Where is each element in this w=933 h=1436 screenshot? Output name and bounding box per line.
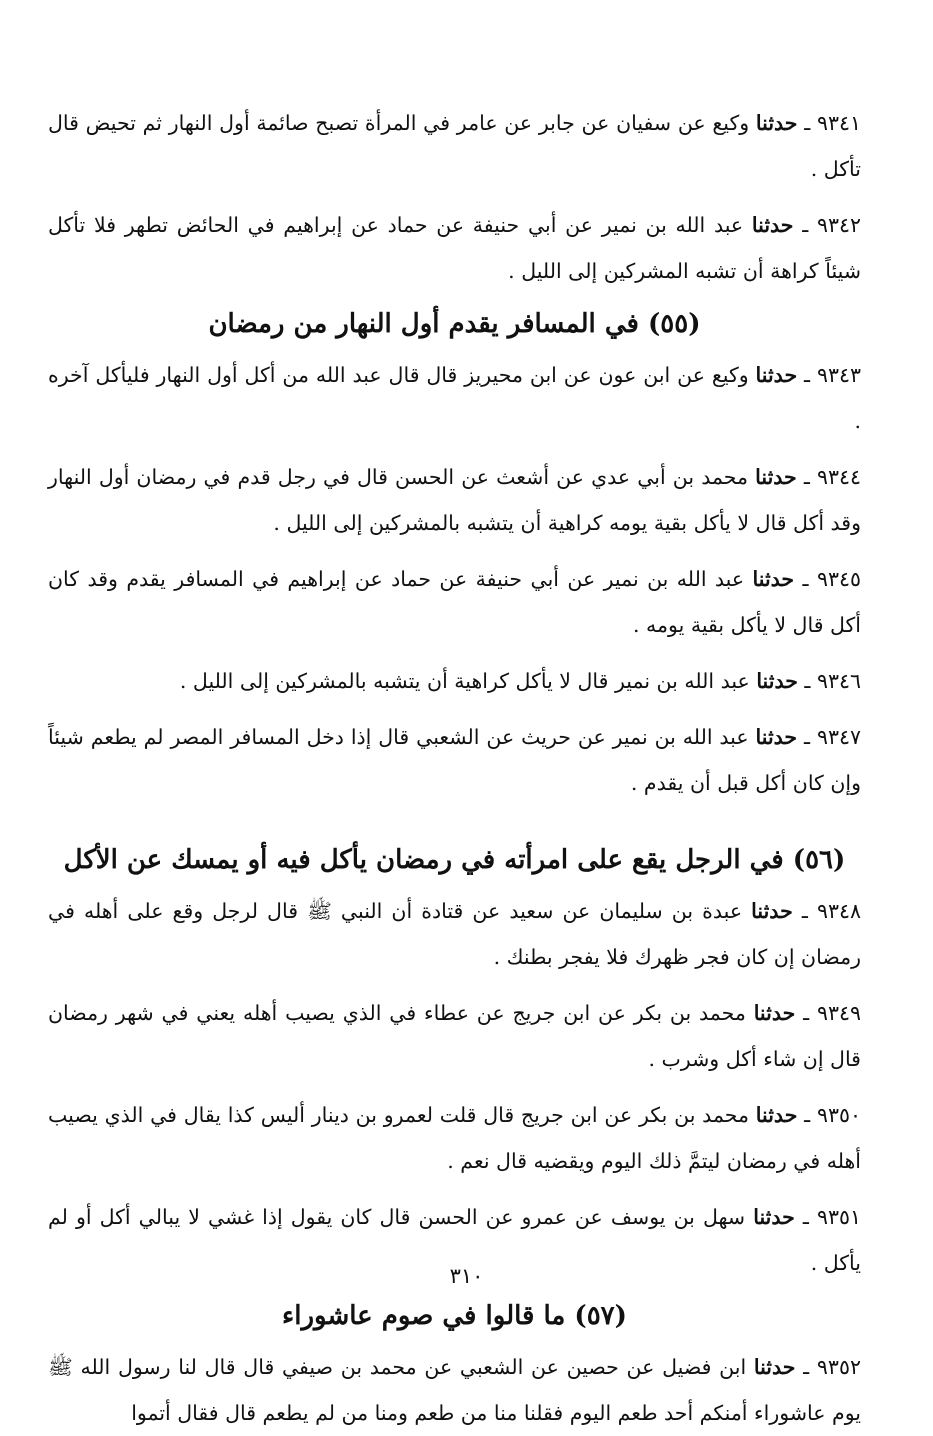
- hadith-number: ٩٣٤٣: [816, 363, 861, 387]
- hadith-number: ٩٣٥٠: [816, 1103, 861, 1127]
- hadith-number: ٩٣٤٨: [816, 899, 861, 923]
- hadith-number: ٩٣٥٢: [816, 1355, 861, 1379]
- hadith-entry: ٩٣٥٢ ـ حدثنا ابن فضيل عن حصين عن الشعبي عن محمد بن صيفي قال قال لنا رسول الله ﷺ يوم عاشوراء أمنكم أحد طعم اليوم فقلنا منا من طعم ومنا من لم يطعم قال فقال أتموا: [48, 1355, 861, 1425]
- hadith-opening-word: حدثنا: [756, 669, 798, 693]
- hadith-text: عبد الله بن نمير عن أبي حنيفة عن حماد عن إبراهيم في المسافر يقدم وقد كان أكل قال لا يأكل بقية يومه .: [48, 567, 861, 637]
- hadith-opening-word: حدثنا: [755, 363, 798, 387]
- hadith-entry: ٩٣٥٠ ـ حدثنا محمد بن بكر عن ابن جريج قال قلت لعمرو بن دينار أليس كذا يقال في الذي يصيب أهله في رمضان ليتمَّ ذلك اليوم ويقضيه قال نعم .: [48, 1103, 861, 1173]
- hadith-text: محمد بن أبي عدي عن أشعث عن الحسن قال في رجل قدم في رمضان أول النهار وقد أكل قال لا يأكل بقية يومه كراهية أن يتشبه بالمشركين إلى الليل .: [48, 465, 861, 535]
- hadith-entry: ٩٣٤٨ ـ حدثنا عبدة بن سليمان عن سعيد عن قتادة أن النبي ﷺ قال لرجل وقع على أهله في رمضان إن كان فجر ظهرك فلا يفجر بطنك .: [48, 899, 861, 969]
- hadith-number: ٩٣٤٤: [816, 465, 861, 489]
- hadith-text: عبد الله بن نمير قال لا يأكل كراهية أن يتشبه بالمشركين إلى الليل .: [179, 669, 750, 693]
- hadith-text: وكيع عن ابن عون عن ابن محيريز قال قال عبد الله من أكل أول النهار فليأكل آخره .: [48, 363, 861, 433]
- hadith-text: سهل بن يوسف عن عمرو عن الحسن قال كان يقول إذا غشي لا يبالي أكل أو لم يأكل .: [48, 1205, 861, 1275]
- hadith-entry: ٩٣٤٦ ـ حدثنا عبد الله بن نمير قال لا يأكل كراهية أن يتشبه بالمشركين إلى الليل .: [179, 669, 861, 693]
- chapter-heading: (٥٧) ما قالوا في صوم عاشوراء: [282, 1301, 627, 1331]
- hadith-entry: ٩٣٤٧ ـ حدثنا عبد الله بن نمير عن حريث عن الشعبي قال إذا دخل المسافر المصر لم يطعم شيئاً وإن كان أكل قبل أن يقدم .: [48, 725, 861, 795]
- hadith-number: ٩٣٤٢: [816, 213, 861, 237]
- hadith-entry: ٩٣٤٣ ـ حدثنا وكيع عن ابن عون عن ابن محيريز قال قال عبد الله من أكل أول النهار فليأكل آخره .: [48, 363, 861, 433]
- hadith-opening-word: حدثنا: [751, 899, 793, 923]
- hadith-text: وكيع عن سفيان عن جابر عن عامر في المرأة تصبح صائمة أول النهار ثم تحيض قال تأكل .: [48, 111, 861, 181]
- hadith-text: عبدة بن سليمان عن سعيد عن قتادة أن النبي ﷺ قال لرجل وقع على أهله في رمضان إن كان فجر ظهرك فلا يفجر بطنك .: [48, 899, 861, 969]
- hadith-opening-word: حدثنا: [755, 725, 798, 749]
- hadith-number: ٩٣٤١: [816, 111, 861, 135]
- hadith-text: ابن فضيل عن حصين عن الشعبي عن محمد بن صيفي قال قال لنا رسول الله ﷺ يوم عاشوراء أمنكم أحد طعم اليوم فقلنا منا من طعم ومنا من لم يطعم قال فقال أتموا: [48, 1355, 861, 1425]
- hadith-opening-word: حدثنا: [752, 567, 795, 591]
- hadith-opening-word: حدثنا: [753, 1205, 795, 1229]
- hadith-number: ٩٣٥١: [816, 1205, 861, 1229]
- hadith-opening-word: حدثنا: [755, 465, 797, 489]
- hadith-text: عبد الله بن نمير عن حريث عن الشعبي قال إذا دخل المسافر المصر لم يطعم شيئاً وإن كان أكل قبل أن يقدم .: [48, 725, 861, 795]
- chapter-heading: (٥٦) في الرجل يقع على امرأته في رمضان يأكل فيه أو يمسك عن الأكل: [63, 845, 846, 875]
- hadith-text: محمد بن بكر عن ابن جريج عن عطاء في الذي يصيب أهله يعني في شهر رمضان قال إن شاء أكل وشرب .: [48, 1001, 861, 1071]
- hadith-opening-word: حدثنا: [753, 1355, 796, 1379]
- hadith-opening-word: حدثنا: [753, 1001, 796, 1025]
- hadith-number: ٩٣٤٧: [816, 725, 861, 749]
- hadith-number: ٩٣٤٦: [816, 669, 861, 693]
- hadith-number: ٩٣٤٥: [816, 567, 861, 591]
- hadith-entry: ٩٣٥١ ـ حدثنا سهل بن يوسف عن عمرو عن الحسن قال كان يقول إذا غشي لا يبالي أكل أو لم يأكل .: [48, 1205, 861, 1275]
- page-number: ٣١٠: [449, 1264, 484, 1288]
- hadith-opening-word: حدثنا: [751, 213, 794, 237]
- chapter-heading: (٥٥) في المسافر يقدم أول النهار من رمضان: [208, 309, 701, 339]
- hadith-number: ٩٣٤٩: [816, 1001, 861, 1025]
- hadith-opening-word: حدثنا: [755, 1103, 798, 1127]
- hadith-opening-word: حدثنا: [755, 111, 798, 135]
- hadith-entry: ٩٣٤٥ ـ حدثنا عبد الله بن نمير عن أبي حنيفة عن حماد عن إبراهيم في المسافر يقدم وقد كان أكل قال لا يأكل بقية يومه .: [48, 567, 861, 637]
- hadith-entry: ٩٣٤١ ـ حدثنا وكيع عن سفيان عن جابر عن عامر في المرأة تصبح صائمة أول النهار ثم تحيض قال تأكل .: [48, 111, 861, 181]
- hadith-entry: ٩٣٤٢ ـ حدثنا عبد الله بن نمير عن أبي حنيفة عن حماد عن إبراهيم في الحائض تطهر فلا تأكل شيئاً كراهة أن تشبه المشركين إلى الليل .: [48, 213, 861, 283]
- hadith-entry: ٩٣٤٤ ـ حدثنا محمد بن أبي عدي عن أشعث عن الحسن قال في رجل قدم في رمضان أول النهار وقد أكل قال لا يأكل بقية يومه كراهية أن يتشبه بالمشركين إلى الليل .: [48, 465, 861, 535]
- hadith-text: محمد بن بكر عن ابن جريج قال قلت لعمرو بن دينار أليس كذا يقال في الذي يصيب أهله في رمضان ليتمَّ ذلك اليوم ويقضيه قال نعم .: [48, 1103, 861, 1173]
- hadith-text: عبد الله بن نمير عن أبي حنيفة عن حماد عن إبراهيم في الحائض تطهر فلا تأكل شيئاً كراهة أن تشبه المشركين إلى الليل .: [48, 213, 861, 283]
- hadith-entry: ٩٣٤٩ ـ حدثنا محمد بن بكر عن ابن جريج عن عطاء في الذي يصيب أهله يعني في شهر رمضان قال إن شاء أكل وشرب .: [48, 1001, 861, 1071]
